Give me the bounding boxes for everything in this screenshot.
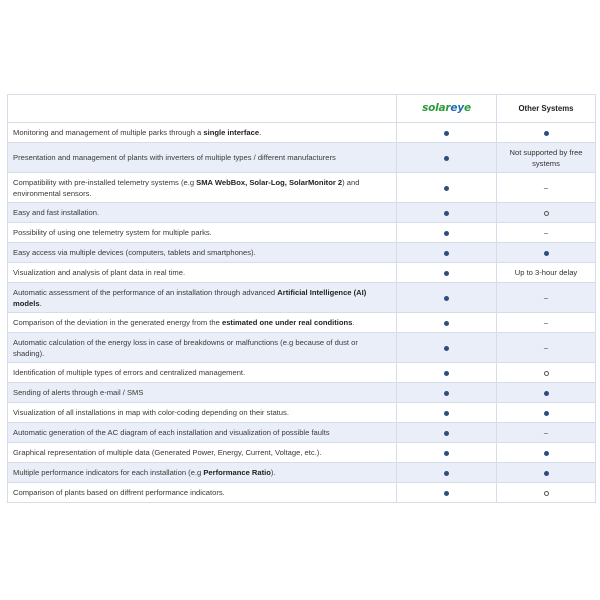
feature-text: Compatibility with pre-installed telemetry systems (e.g — [13, 177, 197, 187]
feature-bold-text: estimated one under real conditions — [221, 318, 353, 327]
feature-cell — [8, 443, 397, 463]
filled-circle-icon — [544, 411, 549, 416]
feature-text: Comparison of plants based on diffrent performance indicators. — [13, 488, 225, 497]
other-systems-cell — [497, 333, 596, 363]
other-systems-cell — [497, 123, 596, 143]
feature-cell — [8, 143, 397, 173]
logo-part-solar: solar — [422, 101, 451, 114]
table-row — [8, 403, 596, 423]
feature-bold-text: SMA WebBox, Solar-Log, SolarMonitor 2 — [196, 177, 343, 187]
table-row — [8, 263, 596, 283]
table-row — [8, 123, 596, 143]
empty-circle-icon — [544, 371, 549, 376]
feature-cell — [8, 243, 397, 263]
feature-text: Automatic calculation of the energy loss in case of breakdowns or malfunctions (e.g because of dust or shading). — [13, 337, 358, 358]
other-value-text: Up to 3-hour delay — [514, 268, 578, 277]
filled-circle-icon — [544, 131, 549, 136]
feature-text: Easy access via multiple devices (computers, tablets and smartphones). — [13, 248, 256, 257]
other-systems-cell — [497, 203, 596, 223]
feature-cell — [8, 223, 397, 243]
feature-cell — [8, 363, 397, 383]
table-row — [8, 203, 596, 223]
feature-text: Automatic assessment of the performance of an installation through advanced — [13, 287, 278, 297]
logo-part-e: e — [463, 101, 471, 114]
feature-text-end: . — [352, 318, 355, 327]
solareye-cell — [397, 263, 497, 283]
other-systems-cell — [497, 463, 596, 483]
solareye-cell — [397, 313, 497, 333]
other-systems-cell — [497, 403, 596, 423]
feature-bold-text: single interface — [203, 128, 260, 137]
table-row — [8, 423, 596, 443]
table-row — [8, 463, 596, 483]
feature-bold-text: Artificial Intelligence (AI) models — [13, 287, 367, 308]
other-systems-cell — [497, 313, 596, 333]
feature-cell — [8, 203, 397, 223]
table-row — [8, 173, 596, 203]
other-systems-header: Other Systems — [497, 95, 596, 123]
feature-text: Visualization and analysis of plant data in real time. — [13, 268, 186, 277]
filled-circle-icon — [444, 391, 449, 396]
feature-text: Comparison of the deviation in the generated energy from the — [13, 318, 222, 327]
table-row — [8, 363, 596, 383]
solareye-cell — [397, 463, 497, 483]
solareye-cell — [397, 243, 497, 263]
solareye-cell — [397, 363, 497, 383]
other-systems-cell — [497, 283, 596, 313]
feature-text-end: . — [259, 128, 262, 137]
table-row — [8, 313, 596, 333]
other-value-text: – — [543, 228, 549, 237]
other-value-text: – — [543, 428, 549, 437]
other-systems-cell — [497, 223, 596, 243]
feature-cell — [8, 263, 397, 283]
other-value-text: – — [543, 343, 549, 352]
feature-text: Possibility of using one telemetry system for multiple parks. — [13, 228, 212, 237]
other-systems-cell — [497, 483, 596, 503]
solareye-logo-header — [397, 95, 497, 123]
solareye-cell — [397, 423, 497, 443]
feature-text-end: ). — [270, 468, 276, 477]
other-value-text: – — [543, 183, 549, 192]
filled-circle-icon — [544, 391, 549, 396]
comparison-table — [7, 94, 596, 503]
table-body — [8, 123, 596, 503]
feature-cell — [8, 123, 397, 143]
empty-circle-icon — [544, 491, 549, 496]
solareye-cell — [397, 123, 497, 143]
other-systems-cell — [497, 363, 596, 383]
table-row — [8, 143, 596, 173]
comparison-table-wrapper — [7, 94, 595, 503]
feature-text: Sending of alerts through e-mail / SMS — [13, 388, 144, 397]
filled-circle-icon — [444, 321, 449, 326]
feature-cell — [8, 423, 397, 443]
feature-text: Automatic generation of the AC diagram of each installation and visualization of possible faults — [13, 428, 330, 437]
feature-cell — [8, 383, 397, 403]
filled-circle-icon — [444, 471, 449, 476]
feature-cell — [8, 463, 397, 483]
feature-text: Multiple performance indicators for each installation (e.g — [13, 468, 204, 477]
feature-cell — [8, 333, 397, 363]
other-systems-cell — [497, 243, 596, 263]
solareye-cell — [397, 383, 497, 403]
feature-text: Graphical representation of multiple data (Generated Power, Energy, Current, Voltage, etc.). — [13, 448, 322, 457]
filled-circle-icon — [444, 131, 449, 136]
filled-circle-icon — [544, 451, 549, 456]
feature-column-header — [8, 95, 397, 123]
feature-text: Easy and fast installation. — [13, 208, 100, 217]
feature-cell — [8, 483, 397, 503]
feature-text: Monitoring and management of multiple parks through a — [13, 128, 204, 137]
table-row — [8, 223, 596, 243]
solareye-cell — [397, 483, 497, 503]
solareye-cell — [397, 443, 497, 463]
filled-circle-icon — [444, 346, 449, 351]
filled-circle-icon — [444, 411, 449, 416]
filled-circle-icon — [444, 231, 449, 236]
filled-circle-icon — [444, 451, 449, 456]
other-systems-cell — [497, 443, 596, 463]
solareye-cell — [397, 333, 497, 363]
logo-part-ey: ey — [450, 101, 464, 114]
filled-circle-icon — [444, 271, 449, 276]
feature-cell — [8, 313, 397, 333]
solareye-cell — [397, 203, 497, 223]
filled-circle-icon — [444, 156, 449, 161]
filled-circle-icon — [444, 371, 449, 376]
table-row — [8, 443, 596, 463]
other-systems-cell — [497, 173, 596, 203]
other-systems-cell — [497, 423, 596, 443]
filled-circle-icon — [444, 211, 449, 216]
other-value-text: – — [543, 293, 549, 302]
solareye-cell — [397, 143, 497, 173]
solareye-logo — [422, 101, 471, 116]
table-row — [8, 383, 596, 403]
feature-text: Presentation and management of plants with inverters of multiple types / different manufacturers — [13, 153, 336, 162]
empty-circle-icon — [544, 211, 549, 216]
filled-circle-icon — [444, 491, 449, 496]
table-row — [8, 283, 596, 313]
feature-cell — [8, 283, 397, 313]
feature-bold-text: Performance Ratio — [203, 468, 271, 477]
solareye-cell — [397, 403, 497, 423]
feature-text: Visualization of all installations in map with color-coding depending on their status. — [13, 408, 289, 417]
table-row — [8, 483, 596, 503]
other-systems-cell — [497, 383, 596, 403]
feature-text-end: . — [39, 298, 42, 308]
table-header-row — [8, 95, 596, 123]
filled-circle-icon — [444, 431, 449, 436]
other-systems-cell — [497, 263, 596, 283]
solareye-cell — [397, 173, 497, 203]
feature-text-end: ) and environmental sensors. — [13, 177, 360, 198]
feature-cell — [8, 173, 397, 203]
filled-circle-icon — [544, 471, 549, 476]
table-row — [8, 333, 596, 363]
feature-cell — [8, 403, 397, 423]
feature-text: Identification of multiple types of errors and centralized management. — [13, 368, 246, 377]
solareye-cell — [397, 223, 497, 243]
filled-circle-icon — [544, 251, 549, 256]
other-systems-cell — [497, 143, 596, 173]
solareye-cell — [397, 283, 497, 313]
filled-circle-icon — [444, 251, 449, 256]
other-value-text: – — [543, 318, 549, 327]
filled-circle-icon — [444, 296, 449, 301]
filled-circle-icon — [444, 186, 449, 191]
other-value-text: Not supported by free systems — [509, 147, 583, 168]
table-row — [8, 243, 596, 263]
